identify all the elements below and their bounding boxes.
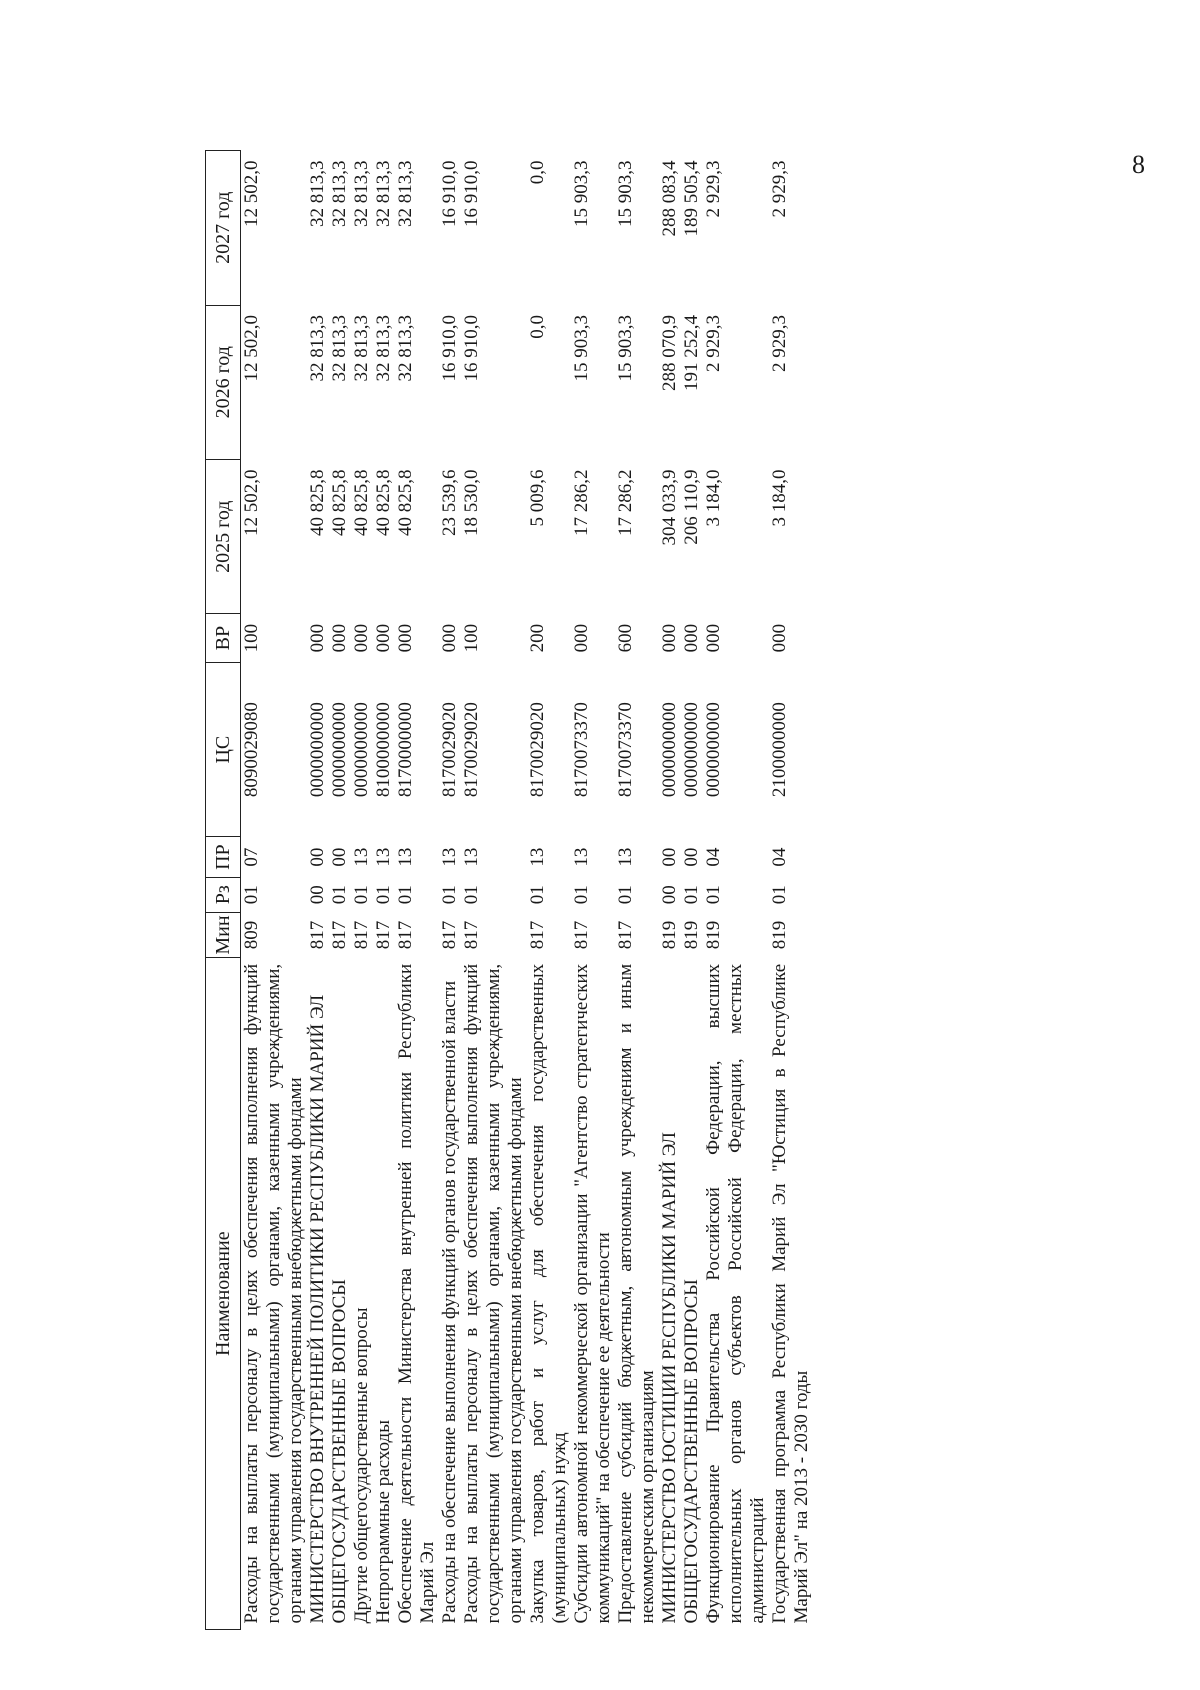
cell-cs: 0000000000 bbox=[703, 702, 724, 798]
cell-2027: 12 502,0 bbox=[241, 160, 262, 227]
cell-pr: 13 bbox=[571, 847, 592, 867]
cell-2025: 17 286,2 bbox=[615, 469, 636, 536]
cell-vr: 000 bbox=[571, 623, 592, 653]
cell-rz: 01 bbox=[615, 885, 636, 905]
cell-2025: 5 009,6 bbox=[527, 469, 548, 527]
cell-pr: 00 bbox=[329, 847, 350, 867]
cell-cs: 2100000000 bbox=[769, 702, 790, 798]
table-header-row bbox=[206, 151, 241, 1630]
cell-cs: 8170073370 bbox=[571, 702, 592, 798]
table-row bbox=[351, 151, 373, 1630]
cell-name: МИНИСТЕРСТВО ВНУТРЕННЕЙ ПОЛИТИКИ РЕСПУБЛИКИ МАРИЙ ЭЛ bbox=[307, 994, 328, 1624]
cell-2026: 16 910,0 bbox=[461, 315, 482, 382]
cell-name: Обеспечение деятельности Министерства внутренней политики Республики Марий Эл bbox=[395, 963, 438, 1624]
table-row bbox=[395, 151, 439, 1630]
table-row bbox=[307, 151, 329, 1630]
cell-cs: 8170073370 bbox=[615, 702, 636, 798]
cell-2025: 17 286,2 bbox=[571, 469, 592, 536]
cell-2025: 206 110,9 bbox=[681, 469, 702, 545]
cell-2025: 18 530,0 bbox=[461, 469, 482, 536]
cell-cs: 0000000000 bbox=[351, 702, 372, 798]
rotated-page bbox=[205, 150, 1200, 1630]
cell-min: 817 bbox=[439, 920, 460, 950]
cell-cs: 0000000000 bbox=[329, 702, 350, 798]
cell-2026: 32 813,3 bbox=[395, 315, 416, 382]
cell-name: ОБЩЕГОСУДАРСТВЕННЫЕ ВОПРОСЫ bbox=[681, 1279, 702, 1624]
cell-pr: 13 bbox=[395, 847, 416, 867]
cell-2027: 15 903,3 bbox=[615, 160, 636, 227]
cell-vr: 100 bbox=[241, 623, 262, 653]
cell-2025: 304 033,9 bbox=[659, 469, 680, 546]
cell-2026: 288 070,9 bbox=[659, 315, 680, 392]
table-row bbox=[703, 151, 769, 1630]
cell-min: 817 bbox=[351, 920, 372, 950]
cell-rz: 00 bbox=[659, 885, 680, 905]
table-row bbox=[681, 151, 703, 1630]
cell-cs: 8090029080 bbox=[241, 702, 262, 798]
cell-2026: 32 813,3 bbox=[373, 315, 394, 382]
col-header-2025: 2025 год bbox=[206, 460, 241, 614]
col-header-vr: ВР bbox=[206, 614, 241, 662]
cell-2026: 15 903,3 bbox=[571, 315, 592, 382]
cell-pr: 13 bbox=[351, 847, 372, 867]
cell-2027: 32 813,3 bbox=[329, 160, 350, 227]
cell-rz: 01 bbox=[461, 885, 482, 905]
cell-name: Субсидии автономной некоммерческой организации "Агентство стратегических коммуникаций" на обеспечение ее деятельности bbox=[571, 963, 614, 1624]
cell-name: Функционирование Правительства Российской Федерации, высших исполнительных органов субъектов Российской Федерации, местных администраций bbox=[703, 963, 768, 1624]
table-row bbox=[571, 151, 615, 1630]
cell-rz: 01 bbox=[351, 885, 372, 905]
cell-2025: 3 184,0 bbox=[769, 469, 790, 527]
cell-2026: 32 813,3 bbox=[329, 315, 350, 382]
cell-2025: 40 825,8 bbox=[373, 469, 394, 536]
cell-name: Непрограммные расходы bbox=[373, 1420, 394, 1624]
cell-rz: 01 bbox=[241, 885, 262, 905]
cell-cs: 0000000000 bbox=[681, 702, 702, 798]
cell-cs: 0000000000 bbox=[659, 702, 680, 798]
col-header-rz: Рз bbox=[206, 877, 241, 912]
cell-vr: 000 bbox=[395, 623, 416, 653]
col-header-2027: 2027 год bbox=[206, 151, 241, 306]
cell-2026: 32 813,3 bbox=[307, 315, 328, 382]
cell-min: 817 bbox=[329, 920, 350, 950]
col-header-min: Мин bbox=[206, 912, 241, 958]
cell-2026: 191 252,4 bbox=[681, 315, 702, 392]
cell-pr: 13 bbox=[373, 847, 394, 867]
cell-pr: 13 bbox=[461, 847, 482, 867]
table-row bbox=[329, 151, 351, 1630]
cell-pr: 04 bbox=[703, 847, 724, 867]
cell-min: 819 bbox=[659, 920, 680, 950]
cell-pr: 13 bbox=[615, 847, 636, 867]
cell-vr: 000 bbox=[439, 623, 460, 653]
cell-cs: 8170029020 bbox=[439, 702, 460, 798]
cell-min: 819 bbox=[703, 920, 724, 950]
col-header-name: Наименование bbox=[206, 958, 241, 1630]
cell-2025: 3 184,0 bbox=[703, 469, 724, 527]
cell-2025: 40 825,8 bbox=[329, 469, 350, 536]
table-body bbox=[241, 151, 814, 1630]
cell-min: 819 bbox=[769, 920, 790, 950]
table-row bbox=[615, 151, 659, 1630]
cell-name: Государственная программа Республики Марий Эл "Юстиция в Республике Марий Эл" на 2013 - 2030 годы bbox=[769, 963, 812, 1624]
cell-rz: 01 bbox=[703, 885, 724, 905]
cell-min: 817 bbox=[615, 920, 636, 950]
cell-min: 817 bbox=[307, 920, 328, 950]
cell-2027: 32 813,3 bbox=[351, 160, 372, 227]
cell-2027: 32 813,3 bbox=[395, 160, 416, 227]
table-row bbox=[769, 151, 813, 1630]
cell-rz: 00 bbox=[307, 885, 328, 905]
cell-rz: 01 bbox=[395, 885, 416, 905]
cell-pr: 13 bbox=[439, 847, 460, 867]
table-row bbox=[373, 151, 395, 1630]
cell-2026: 32 813,3 bbox=[351, 315, 372, 382]
table-row bbox=[439, 151, 461, 1630]
table-row bbox=[461, 151, 527, 1630]
cell-rz: 01 bbox=[769, 885, 790, 905]
cell-name: Расходы на выплаты персоналу в целях обеспечения выполнения функций государственными (муниципальными) органами, казенными учреждениями, органами управления государственными внебюджетными фондами bbox=[461, 963, 526, 1624]
cell-2026: 2 929,3 bbox=[769, 315, 790, 373]
cell-2027: 15 903,3 bbox=[571, 160, 592, 227]
cell-rz: 01 bbox=[329, 885, 350, 905]
cell-vr: 200 bbox=[527, 623, 548, 653]
cell-vr: 000 bbox=[329, 623, 350, 653]
cell-vr: 000 bbox=[769, 623, 790, 653]
cell-rz: 01 bbox=[439, 885, 460, 905]
cell-pr: 07 bbox=[241, 847, 262, 867]
cell-vr: 000 bbox=[373, 623, 394, 653]
table-row bbox=[241, 151, 308, 1630]
cell-min: 817 bbox=[373, 920, 394, 950]
cell-name: Расходы на обеспечение выполнения функций органов государственной власти bbox=[439, 980, 460, 1624]
cell-2027: 189 505,4 bbox=[681, 160, 702, 237]
cell-name: Закупка товаров, работ и услуг для обеспечения государственных (муниципальных) нужд bbox=[527, 963, 570, 1624]
cell-name: ОБЩЕГОСУДАРСТВЕННЫЕ ВОПРОСЫ bbox=[329, 1279, 350, 1624]
budget-table bbox=[205, 150, 813, 1630]
cell-vr: 100 bbox=[461, 623, 482, 653]
cell-pr: 00 bbox=[307, 847, 328, 867]
cell-vr: 000 bbox=[659, 623, 680, 653]
cell-2027: 288 083,4 bbox=[659, 160, 680, 237]
cell-2026: 2 929,3 bbox=[703, 315, 724, 373]
cell-cs: 8170029020 bbox=[527, 702, 548, 798]
cell-vr: 600 bbox=[615, 623, 636, 653]
table-row bbox=[527, 151, 571, 1630]
cell-name: Предоставление субсидий бюджетным, автономным учреждениям и иным некоммерческим организациям bbox=[615, 963, 658, 1624]
cell-cs: 8100000000 bbox=[373, 702, 394, 798]
cell-2027: 2 929,3 bbox=[703, 160, 724, 218]
cell-2027: 2 929,3 bbox=[769, 160, 790, 218]
cell-cs: 0000000000 bbox=[307, 702, 328, 798]
cell-2025: 40 825,8 bbox=[395, 469, 416, 536]
cell-vr: 000 bbox=[681, 623, 702, 653]
cell-2027: 0,0 bbox=[527, 160, 548, 185]
cell-name: Другие общегосударственные вопросы bbox=[351, 1307, 372, 1624]
cell-2027: 32 813,3 bbox=[373, 160, 394, 227]
cell-pr: 13 bbox=[527, 847, 548, 867]
cell-rz: 01 bbox=[571, 885, 592, 905]
cell-name: МИНИСТЕРСТВО ЮСТИЦИИ РЕСПУБЛИКИ МАРИЙ ЭЛ bbox=[659, 1132, 680, 1624]
cell-rz: 01 bbox=[681, 885, 702, 905]
cell-vr: 000 bbox=[703, 623, 724, 653]
cell-vr: 000 bbox=[351, 623, 372, 653]
cell-2025: 40 825,8 bbox=[351, 469, 372, 536]
cell-2027: 32 813,3 bbox=[307, 160, 328, 227]
cell-2026: 12 502,0 bbox=[241, 315, 262, 382]
cell-vr: 000 bbox=[307, 623, 328, 653]
cell-2027: 16 910,0 bbox=[461, 160, 482, 227]
cell-2026: 0,0 bbox=[527, 315, 548, 339]
cell-min: 817 bbox=[461, 920, 482, 950]
cell-min: 817 bbox=[395, 920, 416, 950]
cell-min: 809 bbox=[241, 920, 262, 950]
table-row bbox=[659, 151, 681, 1630]
cell-2025: 23 539,6 bbox=[439, 469, 460, 536]
cell-2027: 16 910,0 bbox=[439, 160, 460, 227]
page-number: 8 bbox=[1132, 150, 1145, 179]
cell-pr: 00 bbox=[681, 847, 702, 867]
cell-rz: 01 bbox=[527, 885, 548, 905]
cell-rz: 01 bbox=[373, 885, 394, 905]
cell-2025: 12 502,0 bbox=[241, 469, 262, 536]
cell-name: Расходы на выплаты персоналу в целях обеспечения выполнения функций государственными (муниципальными) органами, казенными учреждениями, органами управления государственными внебюджетными фондами bbox=[241, 963, 306, 1624]
col-header-cs: ЦС bbox=[206, 662, 241, 837]
cell-pr: 00 bbox=[659, 847, 680, 867]
cell-min: 817 bbox=[527, 920, 548, 950]
cell-2025: 40 825,8 bbox=[307, 469, 328, 536]
cell-min: 819 bbox=[681, 920, 702, 950]
cell-cs: 8170029020 bbox=[461, 702, 482, 798]
col-header-2026: 2026 год bbox=[206, 305, 241, 459]
cell-cs: 8170000000 bbox=[395, 702, 416, 798]
col-header-pr: ПР bbox=[206, 837, 241, 877]
cell-2026: 15 903,3 bbox=[615, 315, 636, 382]
cell-min: 817 bbox=[571, 920, 592, 950]
cell-pr: 04 bbox=[769, 847, 790, 867]
cell-2026: 16 910,0 bbox=[439, 315, 460, 382]
